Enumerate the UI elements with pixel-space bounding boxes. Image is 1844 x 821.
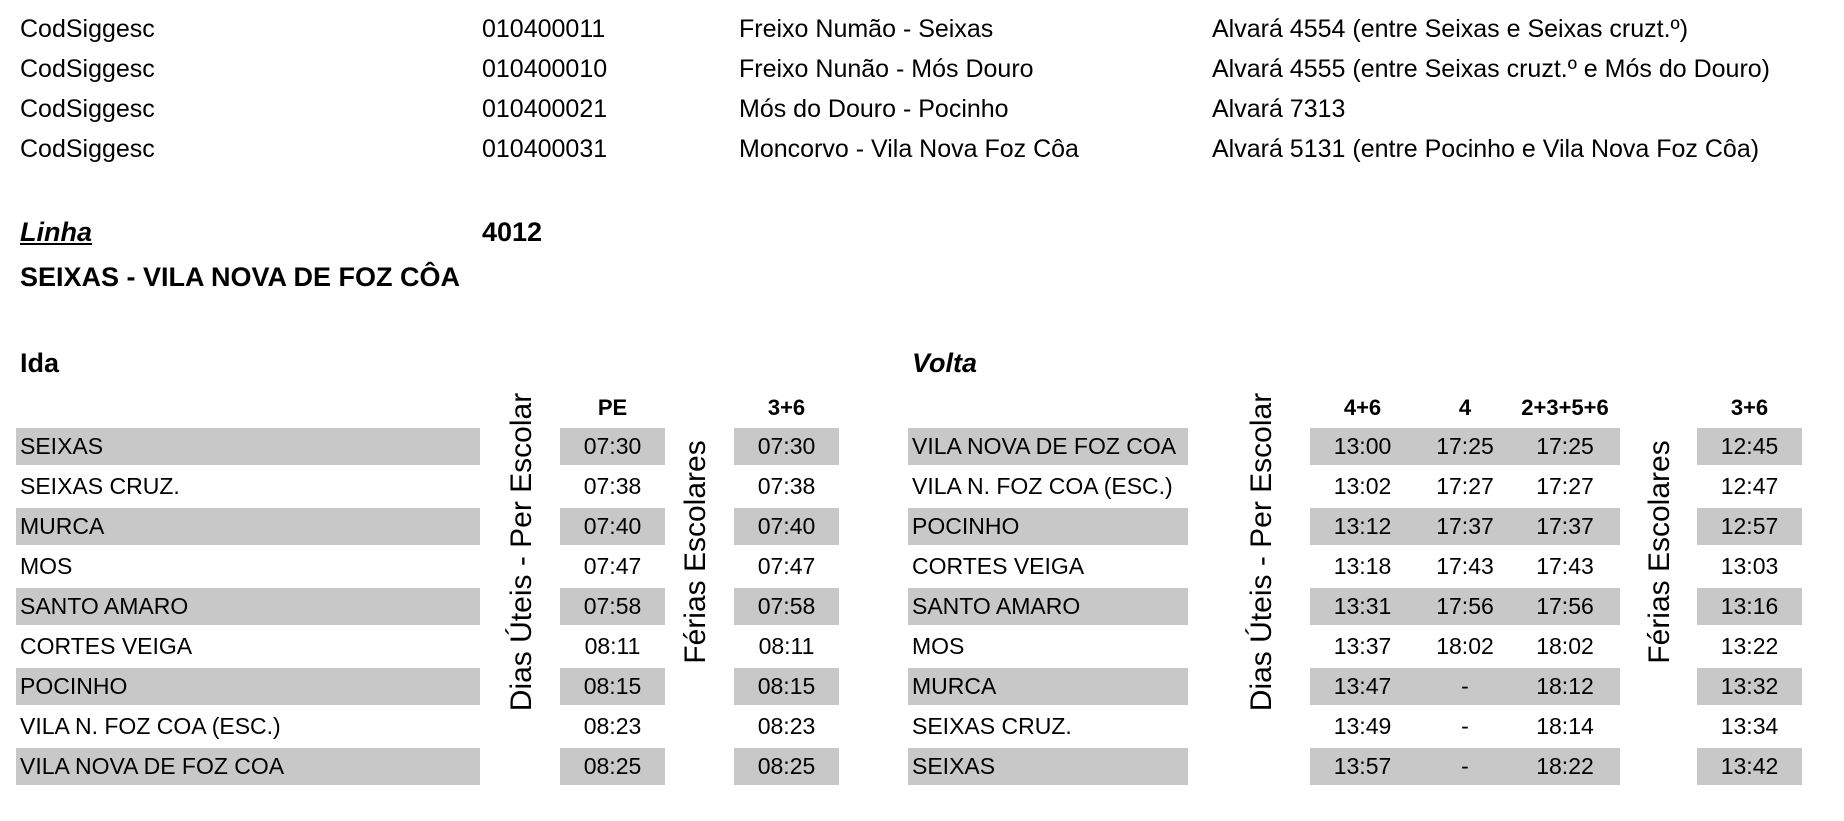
time-school-2: 17:56 [1436, 593, 1494, 619]
stop-name: POCINHO [908, 508, 1188, 545]
alvara-text: Alvará 4554 (entre Seixas e Seixas cruzt.º) [1212, 15, 1689, 43]
time-school: 07:38 [583, 473, 642, 499]
stop-name: CORTES VEIGA [20, 633, 193, 659]
ida-title: Ida [20, 348, 60, 378]
time-school-1: 13:02 [1333, 473, 1392, 499]
volta-header-2: 4 [1458, 395, 1472, 420]
time-school: 07:47 [583, 553, 642, 579]
stop-name: VILA NOVA DE FOZ COA [908, 428, 1188, 465]
time-school-3: 17:25 [1536, 433, 1594, 459]
alvara-text: Alvará 5131 (entre Pocinho e Vila Nova Foz Côa) [1212, 135, 1760, 163]
time-school-2: 18:02 [1436, 633, 1494, 659]
time-holidays: 13:32 [1697, 668, 1802, 705]
time-school-3: 17:56 [1536, 593, 1594, 619]
stop-name: SANTO AMARO [16, 588, 480, 625]
time-school: 07:30 [560, 428, 665, 465]
line-name: SEIXAS - VILA NOVA DE FOZ CÔA [20, 262, 461, 292]
stop-name: VILA N. FOZ COA (ESC.) [20, 713, 281, 739]
time-school: 08:11 [584, 633, 641, 659]
time-school-1: 13:00 [1333, 433, 1392, 459]
time-holidays: 13:34 [1720, 713, 1779, 739]
time-school-3: 17:27 [1536, 473, 1594, 499]
stop-name: CORTES VEIGA [912, 553, 1085, 579]
time-holidays: 12:47 [1720, 473, 1779, 499]
stop-name: MURCA [908, 668, 1188, 705]
time-holidays: 13:03 [1720, 553, 1779, 579]
time-school-2: 17:25 [1436, 433, 1494, 459]
time-holidays: 08:23 [757, 713, 816, 739]
time-school-1: 13:49 [1333, 713, 1392, 739]
stop-name: MOS [912, 633, 965, 659]
time-school: 07:40 [560, 508, 665, 545]
time-school-3: 17:43 [1536, 553, 1594, 579]
time-holidays: 07:38 [757, 473, 816, 499]
time-school-2: - [1461, 753, 1469, 779]
stop-name: SEIXAS [16, 428, 480, 465]
time-holidays: 13:42 [1697, 748, 1802, 785]
stop-name: VILA NOVA DE FOZ COA [16, 748, 480, 785]
time-school-2: - [1461, 713, 1469, 739]
time-school-2: 17:27 [1436, 473, 1494, 499]
time-school-3: 18:02 [1536, 633, 1594, 659]
time-holidays: 07:40 [734, 508, 839, 545]
ida-vlabel-holidays: Férias Escolares [679, 440, 712, 664]
route-name: Moncorvo - Vila Nova Foz Côa [739, 135, 1079, 163]
ida-header-holidays: 3+6 [767, 395, 806, 420]
time-holidays: 07:30 [734, 428, 839, 465]
code-label: CodSiggesc [20, 55, 155, 83]
code-label: CodSiggesc [20, 95, 155, 123]
time-school-1: 13:12 [1333, 513, 1392, 539]
stop-name: MOS [20, 553, 73, 579]
stop-name: SEIXAS CRUZ. [912, 713, 1072, 739]
time-school: 08:25 [560, 748, 665, 785]
time-holidays: 08:11 [758, 633, 815, 659]
stop-name: VILA N. FOZ COA (ESC.) [912, 473, 1173, 499]
stop-name: SEIXAS [908, 748, 1188, 785]
time-holidays: 13:22 [1720, 633, 1779, 659]
code-label: CodSiggesc [20, 135, 155, 163]
time-school: 07:58 [560, 588, 665, 625]
volta-header-holidays: 3+6 [1730, 395, 1769, 420]
time-holidays: 07:58 [734, 588, 839, 625]
time-school-3: 18:14 [1536, 713, 1594, 739]
time-school-3: 18:12 [1536, 673, 1594, 699]
time-school: 08:23 [583, 713, 642, 739]
code-number: 010400011 [482, 15, 606, 43]
code-number: 010400021 [482, 95, 608, 123]
time-school-1: 13:57 [1333, 753, 1392, 779]
time-holidays: 07:47 [757, 553, 816, 579]
time-school-1: 13:31 [1333, 593, 1392, 619]
stop-name: SANTO AMARO [908, 588, 1188, 625]
time-holidays: 12:45 [1697, 428, 1802, 465]
alvara-text: Alvará 4555 (entre Seixas cruzt.º e Mós do Douro) [1212, 55, 1770, 83]
stop-name: SEIXAS CRUZ. [20, 473, 180, 499]
time-school-1: 13:47 [1333, 673, 1392, 699]
time-holidays: 08:25 [734, 748, 839, 785]
time-school: 08:15 [560, 668, 665, 705]
volta-header-3: 2+3+5+6 [1521, 395, 1609, 420]
route-name: Freixo Nunão - Mós Douro [739, 55, 1034, 83]
time-school-2: - [1461, 673, 1469, 699]
time-school-3: 18:22 [1536, 753, 1594, 779]
route-name: Mós do Douro - Pocinho [739, 95, 1009, 123]
time-holidays: 13:16 [1697, 588, 1802, 625]
volta-vlabel-holidays: Férias Escolares [1643, 440, 1676, 664]
code-number: 010400010 [482, 55, 608, 83]
time-school-2: 17:37 [1436, 513, 1494, 539]
volta-vlabel-school: Dias Úteis - Per Escolar [1245, 392, 1278, 712]
route-name: Freixo Numão - Seixas [739, 15, 994, 43]
ida-vlabel-school: Dias Úteis - Per Escolar [505, 392, 538, 712]
line-number: 4012 [482, 217, 543, 247]
time-holidays: 12:57 [1697, 508, 1802, 545]
time-holidays: 08:15 [734, 668, 839, 705]
time-school-2: 17:43 [1436, 553, 1494, 579]
ida-header-school: PE [597, 395, 628, 420]
volta-title: Volta [912, 348, 978, 378]
volta-header-1: 4+6 [1343, 395, 1382, 420]
code-label: CodSiggesc [20, 15, 155, 43]
time-school-1: 13:37 [1333, 633, 1392, 659]
time-school-1: 13:18 [1333, 553, 1392, 579]
code-number: 010400031 [482, 135, 608, 163]
alvara-text: Alvará 7313 [1212, 95, 1346, 123]
stop-name: POCINHO [16, 668, 480, 705]
stop-name: MURCA [16, 508, 480, 545]
time-school-3: 17:37 [1536, 513, 1594, 539]
line-label: Linha [20, 217, 92, 247]
